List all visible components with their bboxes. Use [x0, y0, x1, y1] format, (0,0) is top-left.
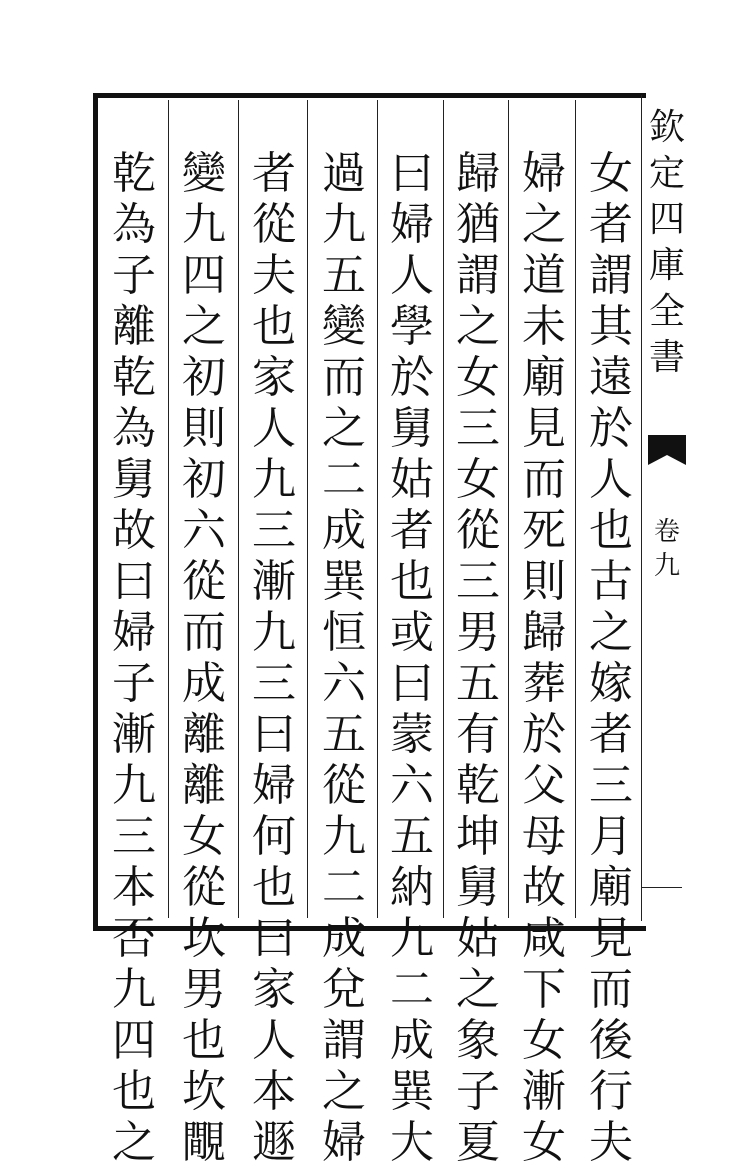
glyph: 三: [456, 403, 500, 454]
glyph: 漸: [522, 1066, 566, 1117]
glyph: 男: [182, 964, 226, 1015]
glyph: 三: [589, 760, 633, 811]
glyph: 初: [182, 454, 226, 505]
glyph: 兌: [322, 964, 366, 1015]
glyph: 四: [182, 250, 226, 301]
glyph: 女: [589, 148, 633, 199]
glyph: 變: [182, 148, 226, 199]
glyph: 女: [522, 1117, 566, 1168]
glyph: 而: [589, 964, 633, 1015]
glyph: 從: [182, 862, 226, 913]
book-title: [642, 105, 692, 381]
glyph: 舅: [456, 862, 500, 913]
glyph: 坎: [182, 913, 226, 964]
glyph: 漸: [252, 556, 296, 607]
glyph: 成: [322, 505, 366, 556]
text-column-3: [448, 148, 508, 1168]
column-rule: [307, 100, 308, 918]
glyph: 否: [112, 913, 156, 964]
glyph: 子: [112, 658, 156, 709]
glyph: 歸: [456, 148, 500, 199]
text-column-5: [314, 148, 374, 1168]
glyph: 曰: [112, 556, 156, 607]
glyph: 家: [252, 352, 296, 403]
glyph: 則: [522, 556, 566, 607]
glyph: 婦: [252, 760, 296, 811]
glyph: 也: [112, 1066, 156, 1117]
glyph: 也: [589, 505, 633, 556]
glyph: 本: [252, 1066, 296, 1117]
glyph: 子: [112, 250, 156, 301]
glyph: 蒙: [390, 709, 434, 760]
glyph: 五: [390, 811, 434, 862]
glyph: 女: [182, 811, 226, 862]
glyph: 於: [589, 403, 633, 454]
glyph: 夫: [589, 1117, 633, 1168]
page-margin: [641, 95, 692, 921]
glyph: 本: [112, 862, 156, 913]
glyph: 成: [322, 913, 366, 964]
glyph: 見: [589, 913, 633, 964]
glyph: 也: [182, 1015, 226, 1066]
column-rule: [575, 100, 576, 918]
column-rule: [168, 100, 169, 918]
glyph: 曰: [252, 913, 296, 964]
glyph: 者: [390, 505, 434, 556]
glyph: 則: [182, 403, 226, 454]
glyph: 婦: [112, 607, 156, 658]
glyph: 過: [322, 148, 366, 199]
column-rule: [508, 100, 509, 918]
glyph: 而: [522, 454, 566, 505]
glyph: 而: [322, 352, 366, 403]
glyph: 婦: [522, 148, 566, 199]
glyph: 乾: [112, 148, 156, 199]
glyph: 成: [390, 1015, 434, 1066]
glyph: 離: [182, 709, 226, 760]
text-column-8: [104, 148, 164, 1168]
glyph: 三: [252, 658, 296, 709]
glyph: 卷: [653, 517, 680, 547]
text-column-6: [244, 148, 304, 1168]
glyph: 者: [589, 199, 633, 250]
glyph: 五: [322, 250, 366, 301]
glyph: 庫: [648, 245, 685, 286]
glyph: 大: [390, 1117, 434, 1168]
glyph: 廟: [589, 862, 633, 913]
text-column-4: [382, 148, 442, 1168]
glyph: 乾: [456, 760, 500, 811]
glyph: 謂: [322, 1015, 366, 1066]
glyph: 者: [589, 709, 633, 760]
glyph: 全: [648, 291, 685, 332]
glyph: 之: [456, 964, 500, 1015]
glyph: 女: [456, 454, 500, 505]
glyph: 女: [456, 352, 500, 403]
glyph: 月: [589, 811, 633, 862]
glyph: 九: [653, 551, 680, 581]
glyph: 古: [589, 556, 633, 607]
margin-tick: [642, 887, 682, 888]
glyph: 初: [182, 352, 226, 403]
glyph: 故: [522, 862, 566, 913]
glyph: 有: [456, 709, 500, 760]
glyph: 六: [182, 505, 226, 556]
glyph: 行: [589, 1066, 633, 1117]
glyph: 之: [182, 301, 226, 352]
glyph: 也: [390, 556, 434, 607]
glyph: 之: [112, 1117, 156, 1168]
glyph: 覸: [182, 1117, 226, 1168]
glyph: 九: [252, 454, 296, 505]
glyph: 也: [252, 301, 296, 352]
glyph: 之: [589, 607, 633, 658]
glyph: 巽: [390, 1066, 434, 1117]
glyph: 六: [322, 658, 366, 709]
text-column-7: [174, 148, 234, 1168]
column-rule: [238, 100, 239, 918]
glyph: 之: [322, 1066, 366, 1117]
column-rule: [377, 100, 378, 918]
glyph: 人: [252, 1015, 296, 1066]
glyph: 欽: [648, 107, 685, 148]
glyph: 下: [522, 964, 566, 1015]
glyph: 五: [322, 709, 366, 760]
glyph: 漸: [112, 709, 156, 760]
glyph: 死: [522, 505, 566, 556]
glyph: 子: [456, 1066, 500, 1117]
glyph: 者: [252, 148, 296, 199]
glyph: 家: [252, 964, 296, 1015]
glyph: 婦: [322, 1117, 366, 1168]
glyph: 謂: [456, 250, 500, 301]
glyph: 嫁: [589, 658, 633, 709]
glyph: 人: [252, 403, 296, 454]
glyph: 而: [182, 607, 226, 658]
glyph: 之: [522, 199, 566, 250]
glyph: 葬: [522, 658, 566, 709]
glyph: 九: [390, 913, 434, 964]
glyph: 謂: [589, 250, 633, 301]
glyph: 女: [522, 1015, 566, 1066]
glyph: 道: [522, 250, 566, 301]
glyph: 二: [322, 454, 366, 505]
glyph: 歸: [522, 607, 566, 658]
glyph: 坤: [456, 811, 500, 862]
glyph: 未: [522, 301, 566, 352]
glyph: 曰: [252, 709, 296, 760]
glyph: 書: [648, 337, 685, 378]
glyph: 廟: [522, 352, 566, 403]
glyph: 從: [182, 556, 226, 607]
glyph: 曰: [390, 148, 434, 199]
column-rule: [443, 100, 444, 918]
glyph: 於: [522, 709, 566, 760]
glyph: 人: [589, 454, 633, 505]
glyph: 姑: [390, 454, 434, 505]
glyph: 後: [589, 1015, 633, 1066]
glyph: 離: [112, 301, 156, 352]
glyph: 三: [456, 556, 500, 607]
glyph: 之: [456, 301, 500, 352]
glyph: 遠: [589, 352, 633, 403]
glyph: 乾: [112, 352, 156, 403]
glyph: 故: [112, 505, 156, 556]
glyph: 五: [456, 658, 500, 709]
glyph: 夫: [252, 250, 296, 301]
glyph: 二: [390, 964, 434, 1015]
glyph: 曰: [390, 658, 434, 709]
glyph: 成: [182, 658, 226, 709]
glyph: 二: [322, 862, 366, 913]
glyph: 九: [182, 199, 226, 250]
glyph: 巽: [322, 556, 366, 607]
glyph: 男: [456, 607, 500, 658]
glyph: 猶: [456, 199, 500, 250]
glyph: 為: [112, 403, 156, 454]
glyph: 納: [390, 862, 434, 913]
glyph: 之: [322, 403, 366, 454]
glyph: 父: [522, 760, 566, 811]
text-column-2: [514, 148, 574, 1168]
glyph: 學: [390, 301, 434, 352]
glyph: 從: [252, 199, 296, 250]
glyph: 變: [322, 301, 366, 352]
glyph: 於: [390, 352, 434, 403]
glyph: 九: [322, 199, 366, 250]
glyph: 三: [112, 811, 156, 862]
volume-label: [642, 515, 692, 583]
glyph: 三: [252, 505, 296, 556]
glyph: 從: [456, 505, 500, 556]
glyph: 九: [112, 760, 156, 811]
glyph: 咸: [522, 913, 566, 964]
glyph: 母: [522, 811, 566, 862]
glyph: 夏: [456, 1117, 500, 1168]
glyph: 何: [252, 811, 296, 862]
glyph: 舅: [390, 403, 434, 454]
glyph: 四: [112, 1015, 156, 1066]
glyph: 舅: [112, 454, 156, 505]
glyph: 象: [456, 1015, 500, 1066]
glyph: 見: [522, 403, 566, 454]
glyph: 九: [252, 607, 296, 658]
glyph: 其: [589, 301, 633, 352]
glyph: 恒: [322, 607, 366, 658]
text-column-1: [581, 148, 641, 1168]
fishtail-mark-icon: [648, 435, 686, 455]
glyph: 也: [252, 862, 296, 913]
glyph: 人: [390, 250, 434, 301]
glyph: 婦: [390, 199, 434, 250]
glyph: 從: [322, 760, 366, 811]
glyph: 離: [182, 760, 226, 811]
glyph: 為: [112, 199, 156, 250]
glyph: 定: [648, 153, 685, 194]
glyph: 六: [390, 760, 434, 811]
glyph: 遯: [252, 1117, 296, 1168]
glyph: 四: [648, 199, 685, 240]
glyph: 或: [390, 607, 434, 658]
glyph: 九: [112, 964, 156, 1015]
glyph: 姑: [456, 913, 500, 964]
glyph: 九: [322, 811, 366, 862]
glyph: 坎: [182, 1066, 226, 1117]
